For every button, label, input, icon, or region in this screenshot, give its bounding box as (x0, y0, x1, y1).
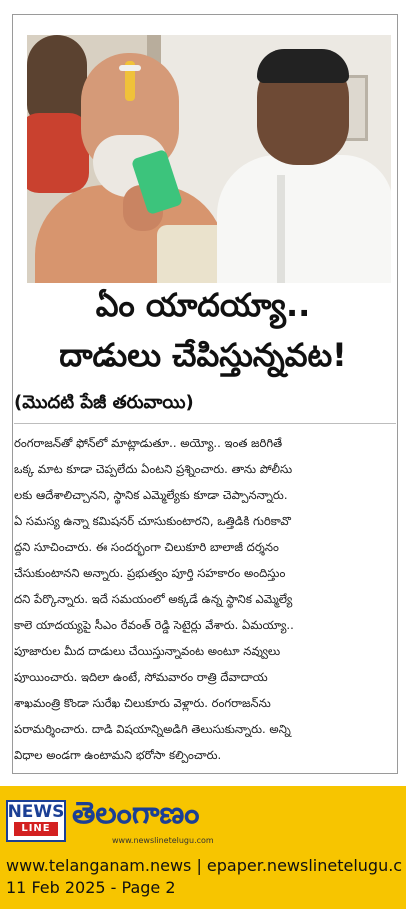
newsline-logo-line: LINE (14, 822, 58, 836)
photo-tilak-band (119, 65, 141, 71)
article-body (14, 430, 400, 768)
divider (14, 423, 396, 424)
photo-man-right-hair (257, 49, 349, 83)
article-body-line: ఏ సమస్య ఉన్నా కమిషనర్ చూసుకుంటారని, ఒత్తిడికి గురికావొ (14, 514, 291, 528)
newsline-logo-news: NEWS (7, 802, 65, 822)
article-body-line: దని పేర్కొన్నారు. ఇదే సమయంలో అక్కడే ఉన్న స్థానిక ఎమ్మెల్యే (14, 592, 293, 606)
footer-banner (0, 786, 406, 909)
article-body-line: కాలె యాదయ్యపై సీఎం రేవంత్ రెడ్డి సెటైర్లు వేశారు. ఏమయ్యా.. (14, 618, 294, 632)
article-body-line: పూయించారు. ఇదిలా ఉంటే, సోమవారం రాత్రి దేవాదాయ (14, 670, 268, 684)
article-body-line: ద్దని సూచించారు. ఈ సందర్భంగా చిలుకూరి బాలాజీ దర్శనం (14, 540, 279, 554)
telanganam-logo: తెలంగాణం (72, 796, 200, 831)
photo-shirt-placket (277, 175, 285, 283)
article-body-line: ఒక్క మాట కూడా చెప్పలేదు ఏంటని ప్రశ్నించారు. తాను పోలీసు (14, 462, 293, 476)
article-body-line: రంగరాజన్‌తో ఫోన్‌లో మాట్లాడుతూ.. అయ్యో.. ఇంత జరిగితే (14, 436, 283, 450)
news-photo (27, 35, 391, 283)
subhead: (మొదటి పేజీ తరువాయి) (14, 392, 194, 413)
article-body-line: పూజారుల మీద దాడులు చేయిస్తున్నావంట అంటూ నవ్వులు (14, 644, 281, 658)
article-body-line: చేసుకుంటానని అన్నారు. ప్రభుత్వం పూర్తి సహకారం అందిస్తుం (14, 566, 286, 580)
headline-line2: దాడులు చేపిస్తున్నవట! (59, 336, 347, 374)
article-body-line: శాఖమంత్రి కొండా సురేఖ చిలుకూరు వెళ్లారు. రంగరాజన్‌ను (14, 696, 271, 710)
photo-person-left-head (27, 35, 87, 125)
photo-man-right-shirt (217, 155, 391, 283)
newsline-logo (6, 800, 66, 842)
article-body-line: లకు ఆదేశాలిచ్చానని, స్థానిక ఎమ్మెల్యేకు కూడా చెప్పానన్నారు. (14, 488, 288, 502)
article-body-line: విధాల అండగా ఉంటామని భరోసా కల్పించారు. (14, 748, 222, 762)
headline-line1: ఏం యాదయ్యా.. (95, 286, 311, 324)
photo-person-left-body (27, 113, 89, 193)
logo-url: www.newslinetelugu.com (112, 836, 214, 845)
footer-links[interactable]: www.telanganam.news | epaper.newslinetelugu.c (6, 856, 403, 875)
footer-date-page: 11 Feb 2025 - Page 2 (6, 878, 176, 897)
article-body-line: పరామర్శించారు. దాడి విషయాన్నిఅడిగి తెలుసుకున్నారు. అన్ని (14, 722, 291, 736)
